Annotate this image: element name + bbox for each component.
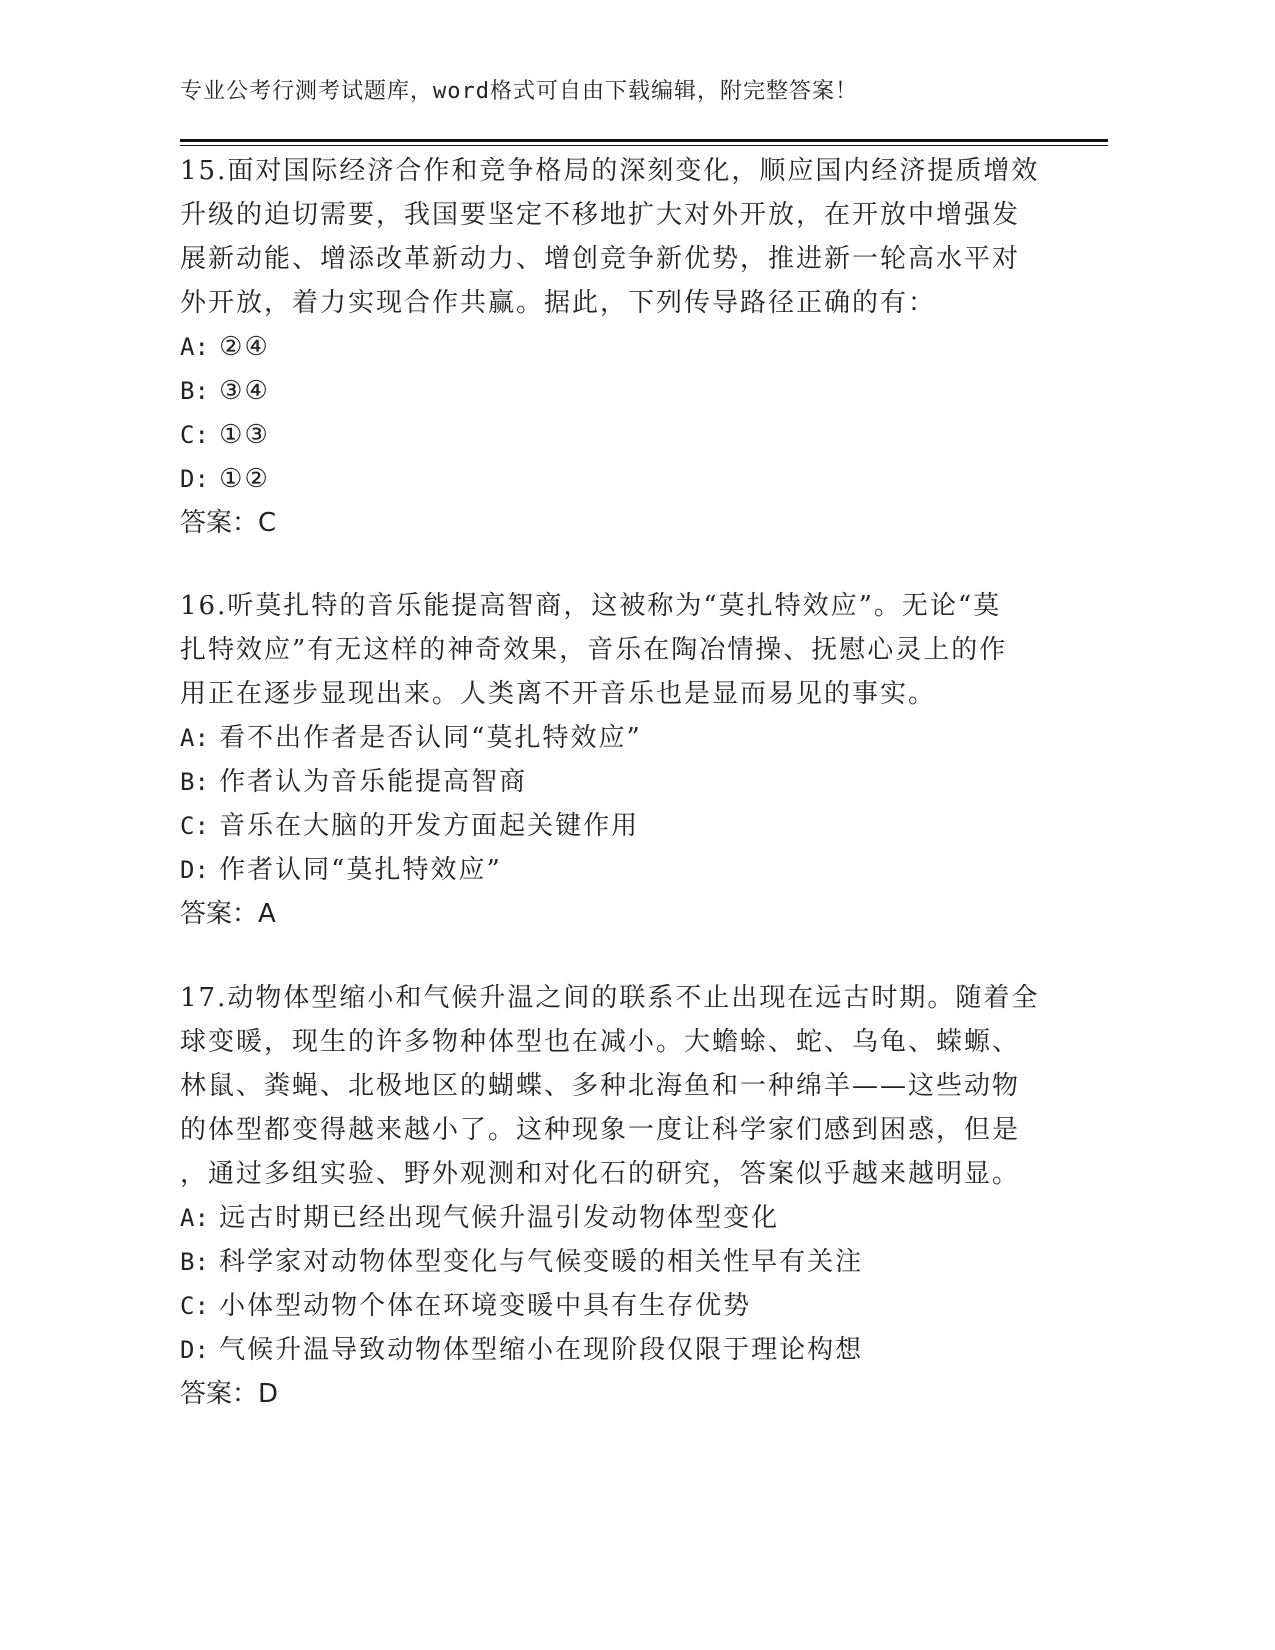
answer-line: 答案：C [180,508,277,538]
option-key: C: [180,812,209,840]
question-stem [180,584,1030,716]
option-text: ①② [219,464,270,494]
option-b [180,760,1030,804]
stem-line: 升级的迫切需要，我国要坚定不移地扩大对外开放，在开放中增强发 [180,200,1021,230]
stem-line: 用正在逐步显现出来。人类离不开音乐也是显而易见的事实。 [180,679,937,709]
option-key: B: [180,1248,209,1276]
question-15 [180,149,1040,545]
option-key: B: [180,377,209,405]
stem-line: 15.面对国际经济合作和竞争格局的深刻变化，顺应国内经济提质增效 [180,156,1040,186]
option-text: ①③ [219,420,270,450]
option-a [180,325,1030,369]
option-text: 作者认为音乐能提高智商 [219,767,528,797]
option-key: C: [180,1292,209,1320]
header-rule-thin [180,145,1108,146]
option-text: 音乐在大脑的开发方面起关键作用 [219,811,640,841]
answer-line: 答案：A [180,899,276,929]
page-header: 专业公考行测考试题库，word格式可自由下载编辑，附完整答案！ [180,79,858,104]
question-17 [180,976,1040,1416]
option-text: 小体型动物个体在环境变暖中具有生存优势 [219,1291,752,1321]
answer-line: 答案：D [180,1379,279,1409]
option-key: D: [180,1336,209,1364]
option-c [180,804,1030,848]
option-c [180,1284,1030,1328]
option-text: ②④ [219,332,270,362]
option-key: A: [180,724,209,752]
option-d [180,848,1030,892]
option-text: ③④ [219,376,270,406]
stem-line: 林鼠、粪蝇、北极地区的蝴蝶、多种北海鱼和一种绵羊——这些动物 [180,1071,1021,1101]
option-c [180,413,1030,457]
stem-line: 16.听莫扎特的音乐能提高智商，这被称为“莫扎特效应”。无论“莫 [180,591,1002,621]
stem-line: 展新动能、增添改革新动力、增创竞争新优势，推进新一轮高水平对 [180,244,1021,274]
option-d [180,457,1030,501]
stem-line: 扎特效应”有无这样的神奇效果，音乐在陶冶情操、抚慰心灵上的作 [180,635,1008,665]
option-text: 作者认同“莫扎特效应” [219,855,502,885]
option-text: 远古时期已经出现气候升温引发动物体型变化 [219,1203,780,1233]
question-16 [180,584,1030,936]
option-key: D: [180,465,209,493]
option-key: C: [180,421,209,449]
stem-line: 球变暖，现生的许多物种体型也在减小。大蟾蜍、蛇、乌龟、蝾螈、 [180,1027,1021,1057]
option-text: 科学家对动物体型变化与气候变暖的相关性早有关注 [219,1247,864,1277]
option-a [180,716,1030,760]
option-key: A: [180,333,209,361]
option-text: 气候升温导致动物体型缩小在现阶段仅限于理论构想 [219,1335,864,1365]
option-d [180,1328,1030,1372]
question-stem [180,149,1040,325]
option-text: 看不出作者是否认同“莫扎特效应” [219,723,642,753]
option-key: B: [180,768,209,796]
stem-line: 外开放，着力实现合作共赢。据此，下列传导路径正确的有： [180,288,937,318]
stem-line: 17.动物体型缩小和气候升温之间的联系不止出现在远古时期。随着全 [180,983,1040,1013]
option-key: D: [180,856,209,884]
stem-line: ，通过多组实验、野外观测和对化石的研究，答案似乎越来越明显。 [180,1159,1021,1189]
option-a [180,1196,1030,1240]
stem-line: 的体型都变得越来越小了。这种现象一度让科学家们感到困惑，但是 [180,1115,1021,1145]
header-rule-thick [180,139,1108,142]
question-stem [180,976,1040,1196]
option-b [180,369,1030,413]
option-key: A: [180,1204,209,1232]
option-b [180,1240,1030,1284]
